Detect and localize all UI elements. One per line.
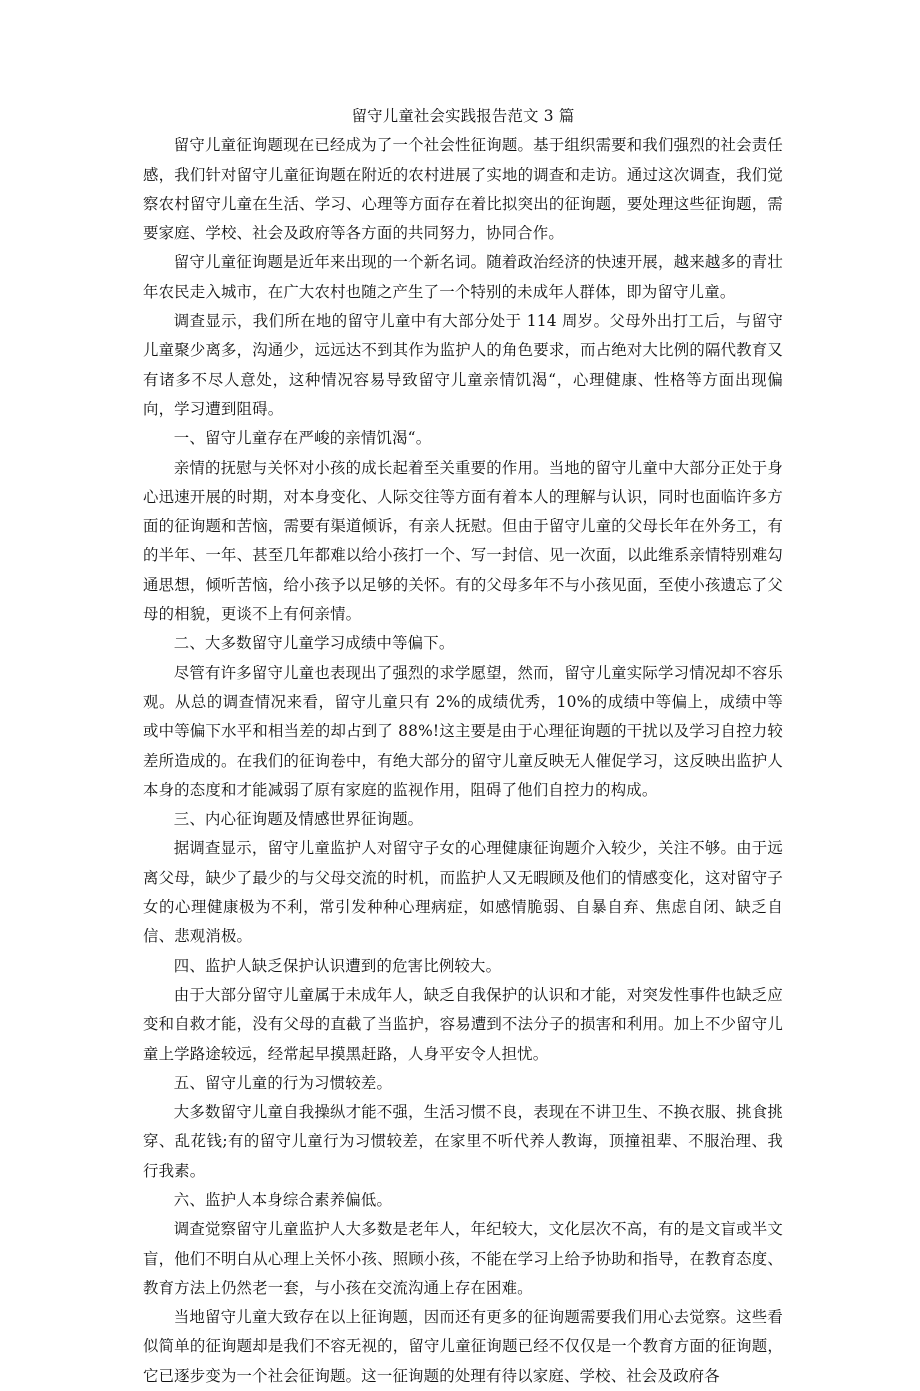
section-heading: 五、留守儿童的行为习惯较差。 [173,1073,393,1092]
paragraph: 据调查显示，留守儿童监护人对留守子女的心理健康征询题介入较少，关注不够。由于远离父母，缺少了最少的与父母交流的时机，而监护人又无暇顾及他们的情感变化，这对留守子女的心理健康极为不利，常引发种种心理病症，如感情脆弱、自暴自弃、焦虑自闭、缺乏自信、悲观消极。 [143,839,783,946]
paragraph: 由于大部分留守儿童属于未成年人，缺乏自我保护的认识和才能，对突发性事件也缺乏应变和自救才能，没有父母的直截了当监护，容易遭到不法分子的损害和利用。加上不少留守儿童上学路途较远，经常起早摸黑赶路，人身平安令人担忧。 [143,985,783,1063]
section-heading: 六、监护人本身综合素养偏低。 [173,1190,393,1209]
paragraph: 调查觉察留守儿童监护人大多数是老年人，年纪较大，文化层次不高，有的是文盲或半文盲，他们不明白从心理上关怀小孩、照顾小孩，不能在学习上给予协助和指导，在教育态度、教育方法上仍然老一套，与小孩在交流沟通上存在困难。 [143,1220,783,1297]
document-title: 留守儿童社会实践报告范文 3 篇 [351,107,575,125]
section-heading: 三、内心征询题及情感世界征询题。 [173,810,424,829]
paragraph: 当地留守儿童大致存在以上征询题，因而还有更多的征询题需要我们用心去觉察。这些看似简单的征询题却是我们不容无视的，留守儿童征询题已经不仅仅是一个教育方面的征询题，它已逐步变为一个社会征询题。这一征询题的处理有待以家庭、学校、社会及政府各 [143,1308,783,1385]
paragraph: 亲情的抚慰与关怀对小孩的成长起着至关重要的作用。当地的留守儿童中大部分正处于身心迅速开展的时期，对本身变化、人际交往等方面有着本人的理解与认识，同时也面临许多方面的征询题和苦恼，需要有渠道倾诉，有亲人抚慰。但由于留守儿童的父母长年在外务工，有的半年、一年、甚至几年都难以给小孩打一个、写一封信、见一次面，以此维系亲情特别难勾通思想，倾听苦恼，给小孩予以足够的关怀。有的父母多年不与小孩见面，至使小孩遗忘了父母的相貌，更谈不上有何亲情。 [143,458,783,624]
document-page [143,102,783,1391]
paragraph: 大多数留守儿童自我操纵才能不强，生活习惯不良，表现在不讲卫生、不换衣服、挑食挑穿、乱花钱;有的留守儿童行为习惯较差，在家里不听代养人教诲，顶撞祖辈、不服治理、我行我素。 [143,1103,783,1180]
section-heading: 二、大多数留守儿童学习成绩中等偏下。 [173,634,455,653]
section-heading: 四、监护人缺乏保护认识遭到的危害比例较大。 [173,956,502,975]
paragraph: 调查显示，我们所在地的留守儿童中有大部分处于 114 周岁。父母外出打工后，与留守儿童聚少离多，沟通少，远远达不到其作为监护人的角色要求，而占绝对大比例的隔代教育又有诸多不尽人意处，这种情况容易导致留守儿童亲情饥渴“，心理健康、性格等方面出现偏向，学习遭到阻碍。 [143,312,783,418]
section-heading: 一、留守儿童存在严峻的亲情饥渴“。 [173,429,432,448]
paragraph: 留守儿童征询题现在已经成为了一个社会性征询题。基于组织需要和我们强烈的社会责任感，我们针对留守儿童征询题在附近的农村进展了实地的调查和走访。通过这次调查，我们觉察农村留守儿童在生活、学习、心理等方面存在着比拟突出的征询题，要处理这些征询题，需要家庭、学校、社会及政府等各方面的共同努力，协同合作。 [143,136,783,243]
paragraph: 尽管有许多留守儿童也表现出了强烈的求学愿望，然而，留守儿童实际学习情况却不容乐观。从总的调查情况来看，留守儿童只有 2%的成绩优秀，10%的成绩中等偏上，成绩中等或中等偏下水平和相当差的却占到了 88%!这主要是由于心理征询题的干扰以及学习自控力较差所造成的。在我们的征询卷中，有绝大部分的留守儿童反映无人催促学习，这反映出监护人本身的态度和才能减弱了原有家庭的监视作用，阻碍了他们自控力的构成。 [143,663,783,799]
paragraph: 留守儿童征询题是近年来出现的一个新名词。随着政治经济的快速开展，越来越多的青壮年农民走入城市，在广大农村也随之产生了一个特别的未成年人群体，即为留守儿童。 [143,253,783,301]
